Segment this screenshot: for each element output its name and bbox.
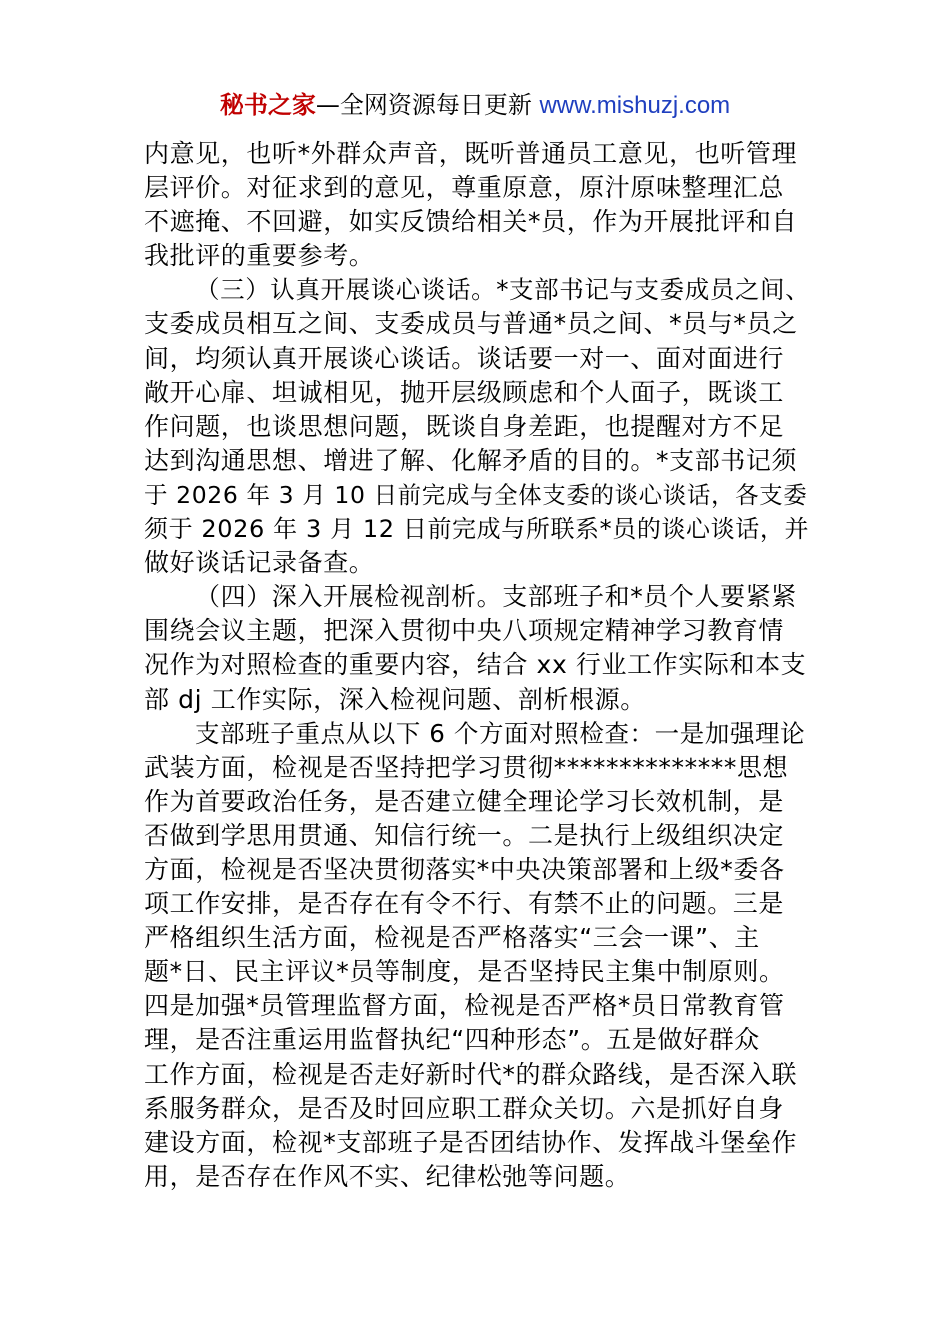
text-line: 做好谈话记录备查。 bbox=[144, 548, 375, 578]
text-line: 题*日、民主评议*员等制度，是否坚持民主集中制原则。 bbox=[144, 957, 785, 987]
text-line: 方面，检视是否坚决贯彻落实*中央决策部署和上级*委各 bbox=[144, 854, 785, 884]
text-line: 武装方面，检视是否坚持把学习贯彻**************思想 bbox=[144, 752, 789, 782]
text-line: 支委成员相互之间、支委成员与普通*员之间、*员与*员之 bbox=[144, 309, 798, 339]
text-line: 工作方面，检视是否走好新时代*的群众路线，是否深入联 bbox=[144, 1059, 798, 1089]
text-line: 理，是否注重运用监督执纪“四种形态”。五是做好群众 bbox=[144, 1025, 760, 1055]
text-line: 严格组织生活方面，检视是否严格落实“三会一课”、主 bbox=[144, 923, 760, 953]
text-line: 不遮掩、不回避，如实反馈给相关*员，作为开展批评和自 bbox=[144, 207, 798, 237]
text-line: 须于 2026 年 3 月 12 日前完成与所联系*员的谈心谈话，并 bbox=[144, 515, 810, 544]
text-line: 况作为对照检查的重要内容，结合 xx 行业工作实际和本支 bbox=[144, 650, 807, 680]
text-line: 我批评的重要参考。 bbox=[144, 241, 375, 271]
document-body bbox=[144, 137, 810, 1194]
text-line: 四是加强*员管理监督方面，检视是否严格*员日常教育管 bbox=[144, 991, 785, 1021]
text-line: 系服务群众，是否及时回应职工群众关切。六是抓好自身 bbox=[144, 1093, 785, 1123]
site-brand: 秘书之家 bbox=[219, 91, 316, 119]
text-line: （四）深入开展检视剖析。支部班子和*员个人要紧紧 bbox=[195, 582, 797, 612]
site-slogan: —全网资源每日更新 bbox=[315, 91, 540, 119]
text-line: 于 2026 年 3 月 10 日前完成与全体支委的谈心谈话，各支委 bbox=[144, 480, 808, 509]
text-line: （三）认真开展谈心谈话。*支部书记与支委成员之间、 bbox=[195, 275, 811, 305]
text-line: 层评价。对征求到的意见，尊重原意，原汁原味整理汇总 bbox=[144, 173, 785, 203]
text-line: 项工作安排，是否存在有令不行、有禁不止的问题。三是 bbox=[144, 889, 785, 919]
text-line: 部 dj 工作实际，深入检视问题、剖析根源。 bbox=[144, 684, 646, 714]
page-header bbox=[0, 88, 950, 123]
text-line: 内意见，也听*外群众声音，既听普通员工意见，也听管理 bbox=[144, 139, 798, 168]
text-line: 用，是否存在作风不实、纪律松弛等问题。 bbox=[144, 1161, 631, 1191]
text-line: 达到沟通思想、增进了解、化解矛盾的目的。*支部书记须 bbox=[144, 445, 798, 475]
text-line: 作问题，也谈思想问题，既谈自身差距，也提醒对方不足 bbox=[144, 411, 785, 441]
text-line: 支部班子重点从以下 6 个方面对照检查：一是加强理论 bbox=[195, 718, 806, 748]
site-url: www.mishuzj.com bbox=[539, 92, 731, 119]
text-line: 否做到学思用贯通、知信行统一。二是执行上级组织决定 bbox=[144, 820, 785, 850]
text-line: 敞开心扉、坦诚相见，抛开层级顾虑和个人面子，既谈工 bbox=[144, 377, 785, 407]
text-line: 作为首要政治任务，是否建立健全理论学习长效机制，是 bbox=[144, 786, 785, 816]
text-line: 间，均须认真开展谈心谈话。谈话要一对一、面对面进行 bbox=[144, 343, 785, 373]
text-line: 建设方面，检视*支部班子是否团结协作、发挥战斗堡垒作 bbox=[144, 1127, 798, 1157]
text-line: 围绕会议主题，把深入贯彻中央八项规定精神学习教育情 bbox=[144, 616, 785, 646]
